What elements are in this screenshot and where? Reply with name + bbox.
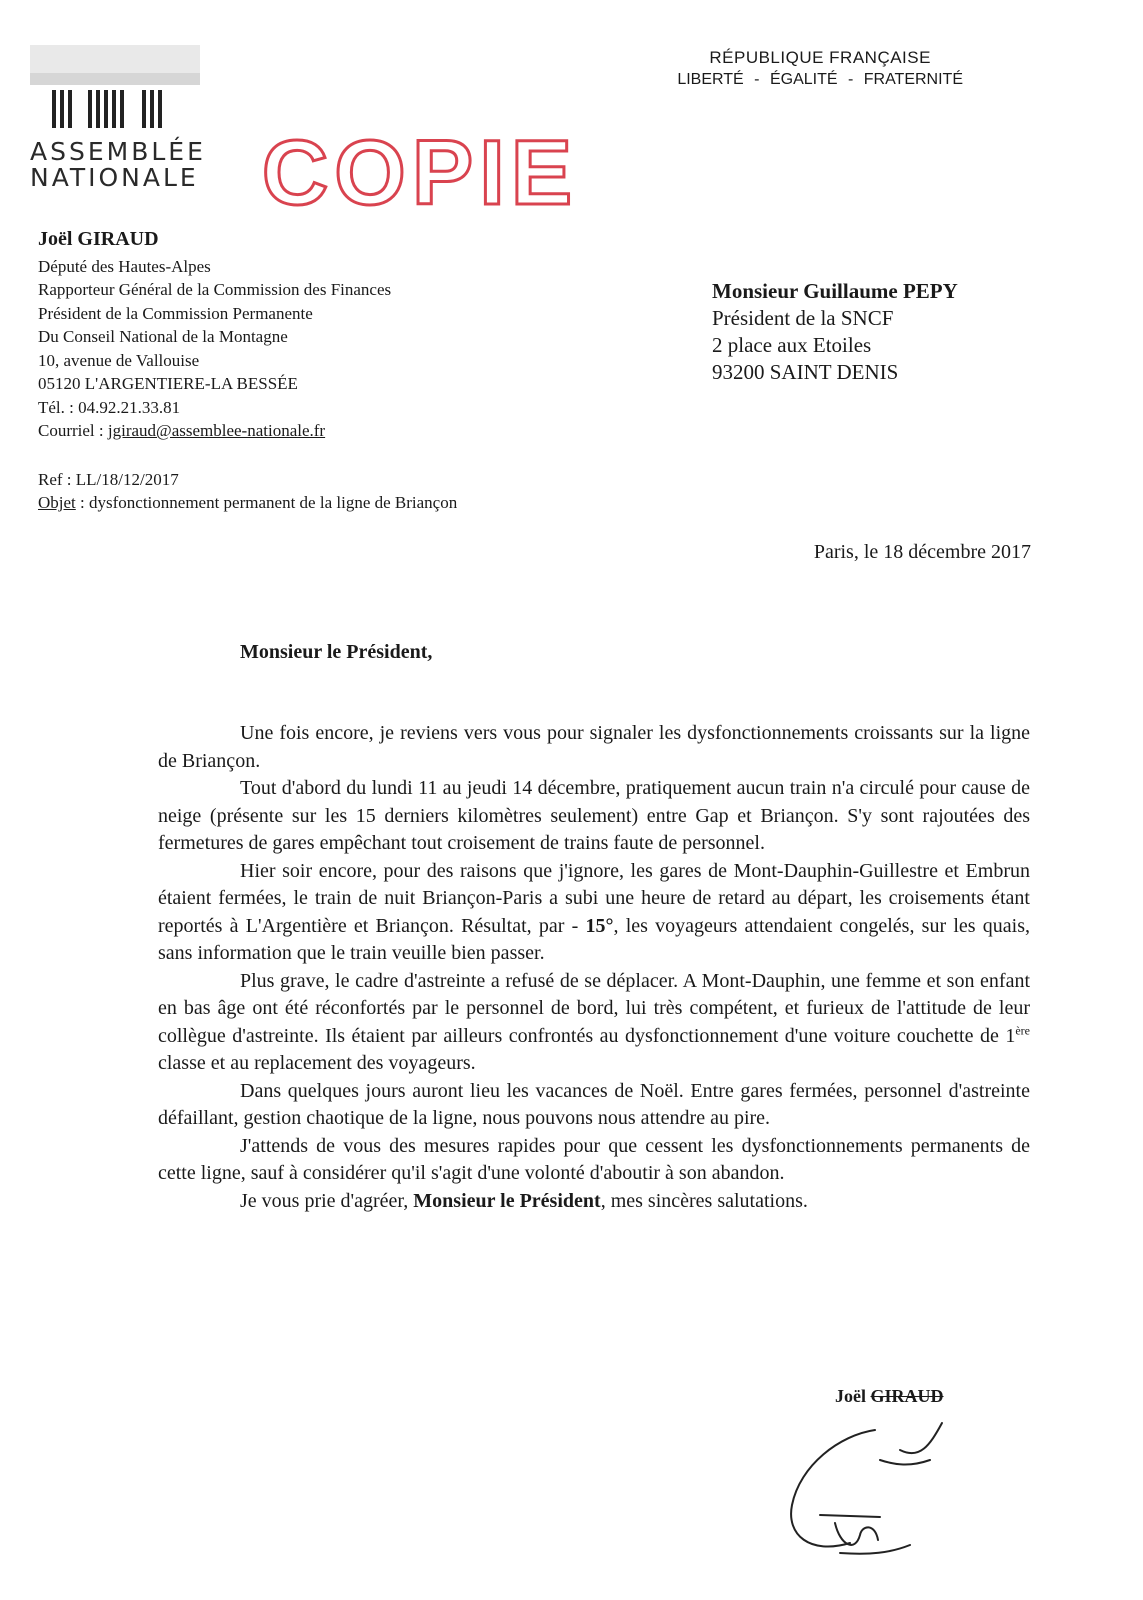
- paragraph: Une fois encore, je reviens vers vous pour signaler les dysfonctionnements croissants sur la ligne de Briançon.: [158, 722, 1030, 772]
- republic-motto: LIBERTÉ - ÉGALITÉ - FRATERNITÉ: [677, 71, 963, 88]
- sender-line: Tél. : 04.92.21.33.81: [38, 397, 181, 417]
- sender-name: Joël GIRAUD: [38, 228, 159, 250]
- republic-header: [677, 48, 963, 89]
- republic-title: RÉPUBLIQUE FRANÇAISE: [709, 48, 931, 67]
- sender-email-line: [38, 419, 391, 443]
- paragraph: [158, 968, 1030, 1078]
- sender-line: 05120 L'ARGENTIERE-LA BESSÉE: [38, 374, 298, 393]
- recipient-line: 2 place aux Etoiles: [712, 333, 872, 357]
- paragraph: Tout d'abord du lundi 11 au jeudi 14 décembre, pratiquement aucun train n'a circulé pour cause de neige (présente sur les 15 derniers kilomètres seulement) entre Gap et Briançon. S'y sont rajoutées des fermetures de gares empêchant tout croisement de trains faute de personnel.: [158, 777, 1030, 854]
- letter-date: Paris, le 18 décembre 2017: [813, 541, 1031, 563]
- recipient-name: Monsieur Guillaume PEPY: [712, 279, 958, 303]
- letter-body: [158, 720, 1030, 1215]
- subject-label: Objet: [38, 493, 76, 512]
- subject-line: [38, 491, 457, 514]
- paragraph: J'attends de vous des mesures rapides pour que cessent les dysfonctionnements permanents de cette ligne, sauf à considérer qu'il s'agit d'une volonté d'aboutir à son abandon.: [158, 1134, 1030, 1184]
- copie-stamp: [261, 120, 579, 224]
- assemblee-nationale-logo: [30, 45, 206, 195]
- recipient-line: 93200 SAINT DENIS: [712, 360, 899, 384]
- salutation: Monsieur le Président,: [240, 641, 433, 663]
- sender-line: Député des Hautes-Alpes: [38, 256, 211, 276]
- sender-email-link[interactable]: jgiraud@assemblee-nationale.fr: [107, 421, 326, 440]
- paragraph-text: , les voyageurs attendaient congelés, sur les quais, sans information que le train veuille bien passer.: [158, 914, 1030, 964]
- signatory-last-name: GIRAUD: [870, 1386, 944, 1406]
- paragraph-text: , mes sincères salutations.: [600, 1189, 808, 1212]
- temperature-value: 15°: [585, 914, 614, 937]
- recipient-line: Président de la SNCF: [712, 306, 894, 330]
- signatory-first-name: Joël: [835, 1386, 866, 1406]
- paragraph-text: Hier soir encore, pour des raisons que j'ignore, les gares de Mont-Dauphin-Guillestre et Embrun étaient fermées, le train de nuit Briançon-Paris a subi une heure de retard au départ, les croisements étant reportés à L'Argentière et Briançon. Résultat, par -: [158, 859, 1030, 937]
- pillars-icon: [50, 85, 180, 135]
- handwritten-signature: [780, 1405, 980, 1565]
- reference-number: Ref : LL/18/12/2017: [38, 470, 179, 489]
- paragraph-text: classe et au replacement des voyageurs.: [158, 1052, 476, 1074]
- sender-line: Président de la Commission Permanente: [38, 303, 313, 323]
- closing-address: Monsieur le Président: [413, 1189, 601, 1212]
- signatory-name: [835, 1386, 944, 1407]
- paragraph: Dans quelques jours auront lieu les vacances de Noël. Entre gares fermées, personnel d'astreinte défaillant, gestion chaotique de la ligne, nous pouvons nous attendre au pire.: [158, 1079, 1030, 1129]
- paragraph-text: Je vous prie d'agréer,: [240, 1189, 414, 1212]
- paragraph: [158, 858, 1030, 968]
- sender-line: Du Conseil National de la Montagne: [38, 327, 288, 346]
- paragraph-text: Plus grave, le cadre d'astreinte a refusé de se déplacer. A Mont-Dauphin, une femme et son enfant en bas âge ont été réconfortés par le personnel de bord, lui très compétent, et furieux de l'attitude de leur collègue d'astreinte. Ils étaient par ailleurs confrontés au dysfonctionnement d'une voiture couchette de 1: [158, 969, 1030, 1047]
- logo-line-2: NATIONALE: [30, 163, 199, 192]
- stamp-text: COPIE: [261, 122, 579, 224]
- sender-line: 10, avenue de Vallouise: [38, 350, 200, 370]
- sender-block: [38, 228, 391, 443]
- email-label: Courriel :: [38, 421, 108, 440]
- ordinal-suffix: ère: [1015, 1022, 1030, 1037]
- closing-paragraph: [158, 1188, 1030, 1216]
- sender-line: Rapporteur Général de la Commission des Finances: [38, 280, 392, 299]
- subject-text: : dysfonctionnement permanent de la ligne de Briançon: [75, 493, 458, 512]
- reference-block: [38, 468, 457, 514]
- recipient-block: [712, 278, 958, 386]
- logo-line-1: ASSEMBLÉE: [30, 137, 206, 166]
